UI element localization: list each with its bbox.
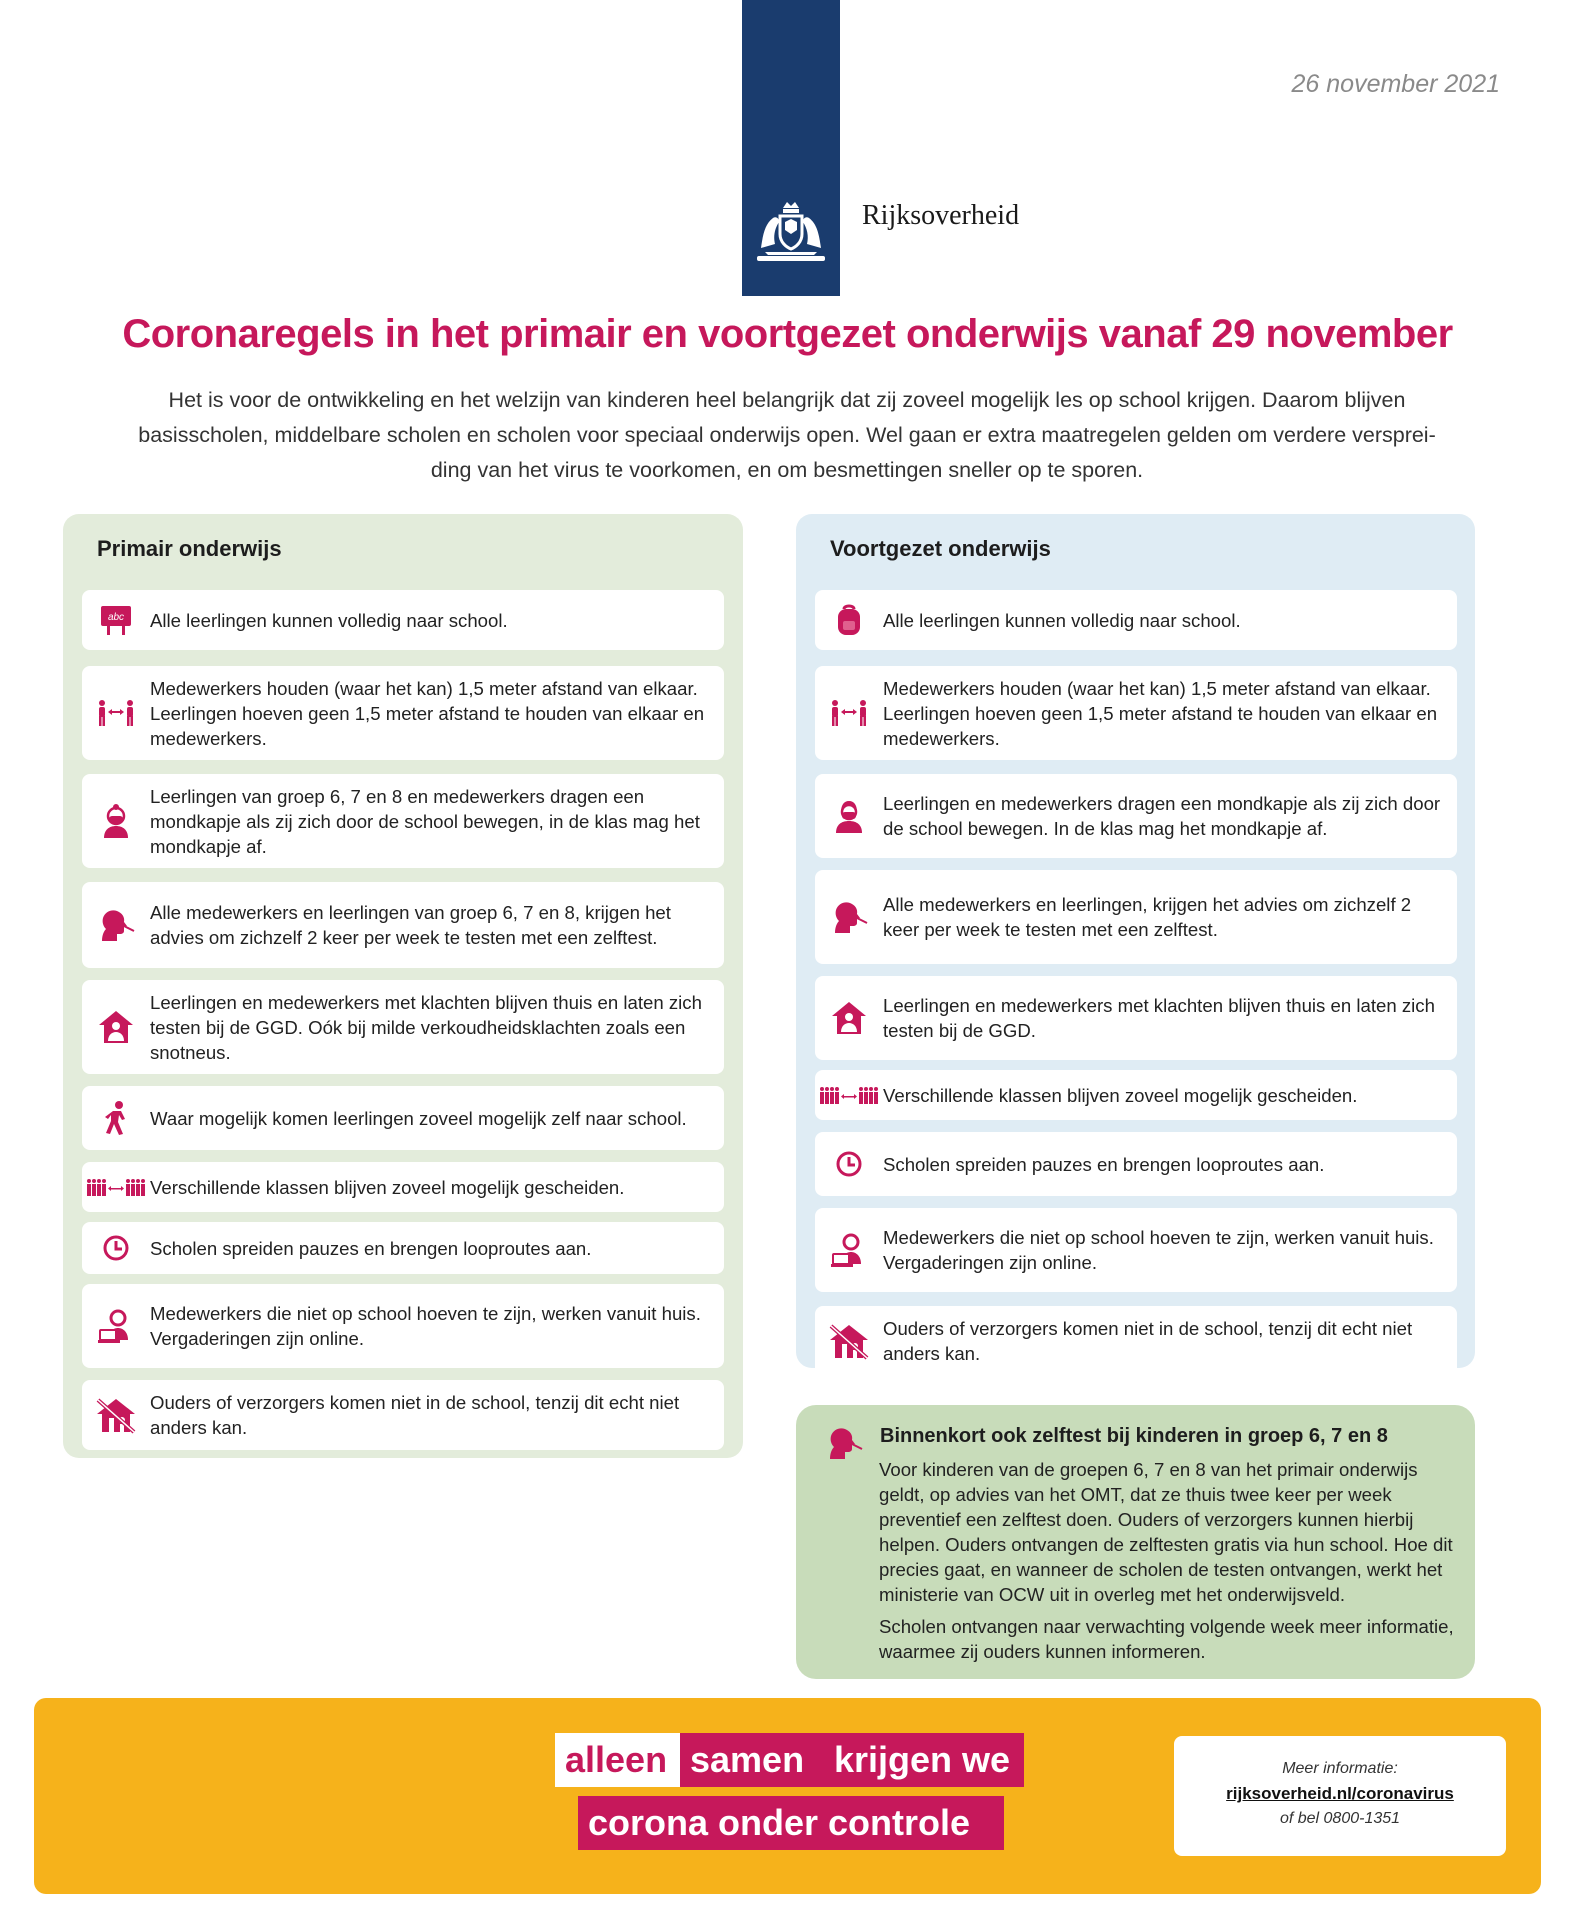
rule-text: Ouders of verzorgers komen niet in de school, tenzij dit echt niet anders kan.: [883, 1318, 1413, 1364]
rule-text: Medewerkers houden (waar het kan) 1,5 meter afstand van elkaar. Leerlingen hoeven geen 1,5 meter afstand te houden van elkaar en medewerkers.: [150, 677, 705, 749]
zelftest-notice: [796, 1405, 1475, 1679]
rule-text: Leerlingen en medewerkers dragen een mondkapje als zij zich door de school bewegen. In de klas mag het mondkapje af.: [883, 793, 1441, 839]
info-box: [1174, 1736, 1506, 1856]
slogan-word-krijgen-we: krijgen we: [824, 1733, 1024, 1787]
face-mask-icon: [833, 798, 865, 834]
rule-text: Verschillende klassen blijven zoveel mogelijk gescheiden.: [883, 1084, 1358, 1106]
rule-text: Scholen spreiden pauzes en brengen looproutes aan.: [150, 1237, 592, 1259]
rule-card: [82, 1380, 724, 1450]
rule-text: Medewerkers die niet op school hoeven te zijn, werken vanuit huis. Vergaderingen zijn online.: [150, 1303, 701, 1349]
separated-groups-icon: [86, 1177, 146, 1197]
face-mask-icon: [101, 803, 131, 839]
work-from-home-icon: [829, 1232, 869, 1268]
slogan-word-samen: samen: [680, 1733, 846, 1787]
rule-text: Medewerkers die niet op school hoeven te zijn, werken vanuit huis. Vergaderingen zijn online.: [883, 1227, 1434, 1273]
info-phone: of bel 0800-1351: [1279, 1810, 1401, 1827]
rule-card: [82, 980, 724, 1074]
page-title: Coronaregels in het primair en voortgezet onderwijs vanaf 29 november: [122, 312, 1453, 356]
rule-text: Leerlingen en medewerkers met klachten blijven thuis en laten zich testen bij de GGD.: [883, 995, 1435, 1041]
rule-card: [82, 774, 724, 868]
no-entry-school-icon: [827, 1322, 871, 1360]
rule-text: Alle leerlingen kunnen volledig naar school.: [150, 609, 508, 631]
rule-card: [815, 976, 1457, 1060]
work-from-home-icon: [96, 1308, 136, 1344]
panel-primair-onderwijs: [63, 514, 743, 1458]
info-link[interactable]: rijksoverheid.nl/coronavirus: [1226, 1784, 1454, 1803]
rule-text: Verschillende klassen blijven zoveel mogelijk gescheiden.: [150, 1176, 625, 1198]
intro-line: Het is voor de ontwikkeling en het welzijn van kinderen heel belangrijk dat zij zoveel mogelijk les op school krijgen. Daarom blijven: [168, 388, 1406, 412]
footer-banner: [34, 1698, 1541, 1894]
backpack-icon: [834, 603, 864, 637]
rule-text: Waar mogelijk komen leerlingen zoveel mogelijk zelf naar school.: [150, 1107, 687, 1129]
coat-of-arms-icon: [751, 194, 831, 274]
clock-icon: [101, 1233, 131, 1263]
panel-voortgezet-onderwijs: [796, 514, 1475, 1368]
rule-text: Scholen spreiden pauzes en brengen looproutes aan.: [883, 1153, 1325, 1175]
rule-card: [82, 1162, 724, 1212]
abc-board-icon: [99, 603, 133, 637]
rule-card: [815, 870, 1457, 964]
rule-text: Alle medewerkers en leerlingen van groep 6, 7 en 8, krijgen het advies om zichzelf 2 keer per week te testen met een zelftest.: [150, 902, 671, 948]
intro-line: ding van het virus te voorkomen, en om besmettingen sneller op te sporen.: [430, 458, 1144, 482]
rule-card: [815, 1070, 1457, 1120]
slogan-word-alleen: alleen: [555, 1733, 683, 1787]
publication-date: 26 november 2021: [1291, 70, 1500, 98]
rule-text: Leerlingen en medewerkers met klachten blijven thuis en laten zich testen bij de GGD. Oók bij milde verkoudheidsklachten zoals een snotneus.: [150, 991, 702, 1063]
self-test-icon: [96, 907, 136, 943]
rule-text: Alle leerlingen kunnen volledig naar school.: [883, 609, 1241, 631]
zelftest-body: [879, 1457, 1459, 1671]
svg-text:abc: abc: [107, 612, 125, 623]
self-test-icon: [824, 1425, 864, 1461]
distance-icon: [829, 698, 869, 728]
info-label: Meer informatie:: [1282, 1760, 1398, 1777]
rule-text: Leerlingen van groep 6, 7 en 8 en medewerkers dragen een mondkapje als zij zich door de school bewegen, in de klas mag het mondkapje af.: [150, 785, 700, 857]
walking-child-icon: [101, 1100, 131, 1136]
distance-icon: [96, 698, 136, 728]
self-test-icon: [829, 899, 869, 935]
rule-card: [815, 666, 1457, 760]
rule-card: [82, 1086, 724, 1150]
logo-bar: [742, 0, 840, 296]
zelftest-paragraph: Scholen ontvangen naar verwachting volgende week meer informatie, waarmee zij ouders kunnen informeren.: [879, 1616, 1454, 1662]
rule-card: [82, 1284, 724, 1368]
rule-card: [82, 1222, 724, 1274]
separated-groups-icon: [819, 1085, 879, 1105]
rule-text: Ouders of verzorgers komen niet in de school, tenzij dit echt niet anders kan.: [150, 1392, 680, 1438]
rule-card: [82, 882, 724, 968]
stay-home-icon: [830, 1000, 868, 1036]
panel-title: Voortgezet onderwijs: [830, 536, 1051, 561]
intro-line: basisscholen, middelbare scholen en scholen voor speciaal onderwijs open. Wel gaan er extra maatregelen gelden om verdere versprei-: [138, 423, 1436, 447]
rule-text: Alle medewerkers en leerlingen, krijgen het advies om zichzelf 2 keer per week te testen met een zelftest.: [883, 894, 1412, 940]
rule-card: [815, 1306, 1457, 1376]
rule-card: [815, 1208, 1457, 1292]
rule-card: [82, 590, 724, 650]
rule-card: [815, 774, 1457, 858]
slogan-line-2: corona onder controle: [578, 1796, 1004, 1850]
zelftest-paragraph: Voor kinderen van de groepen 6, 7 en 8 van het primair onderwijs geldt, op advies van het OMT, dat ze thuis twee keer per week preventief een zelftest doen. Ouders of verzorgers kunnen hierbij helpen. Ouders ontvangen de zelftesten gratis via hun school. Hoe dit precies gaat, en wanneer de scholen de testen ontvangen, werkt het ministerie van OCW uit in overleg met het onderwijsveld.: [879, 1459, 1453, 1605]
clock-icon: [834, 1149, 864, 1179]
zelftest-title: Binnenkort ook zelftest bij kinderen in groep 6, 7 en 8: [880, 1425, 1388, 1447]
rule-card: [815, 590, 1457, 650]
brand-name: Rijksoverheid: [862, 200, 1020, 231]
intro-text: [72, 383, 1502, 488]
panel-title: Primair onderwijs: [97, 536, 282, 561]
rule-text: Medewerkers houden (waar het kan) 1,5 meter afstand van elkaar. Leerlingen hoeven geen 1,5 meter afstand te houden van elkaar en medewerkers.: [883, 677, 1438, 749]
stay-home-icon: [97, 1009, 135, 1045]
rule-card: [82, 666, 724, 760]
no-entry-school-icon: [94, 1396, 138, 1434]
rule-card: [815, 1132, 1457, 1196]
